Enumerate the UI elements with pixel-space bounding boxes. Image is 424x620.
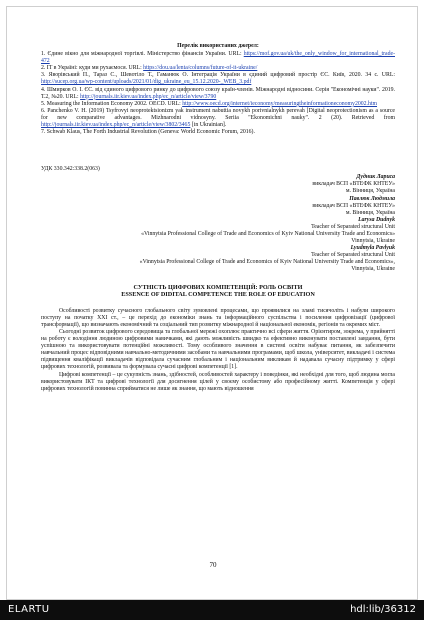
author-name: Дудник Лариса bbox=[356, 174, 395, 181]
reference-item: 1. Єдине вікно для міжнародної торгівлі. Міністерство фінансів України. URL: https://mof.gov.ua/uk/the_only_window_for_international_trade-472 bbox=[41, 51, 395, 65]
author-affiliation: викладач ВСП «ВТЕФК КНТЕУ» bbox=[312, 202, 395, 209]
udc-code: УДК 330.342:338.2(063) bbox=[41, 166, 100, 173]
udc-row bbox=[41, 166, 395, 174]
authors-block bbox=[41, 174, 395, 273]
author-name: Павлюк Людмила bbox=[349, 195, 395, 202]
references-section bbox=[41, 43, 395, 136]
article-title-uk: СУТНІСТЬ ЦИФРОВИХ КОМПЕТЕНЦІЙ: РОЛЬ ОСВІТИ bbox=[133, 283, 303, 291]
author-affiliation: «Vinnytsia Professional College of Trade and Economics of Kyiv National University Trade and Economics», Vinnytsia, Ukraine bbox=[139, 259, 395, 273]
author-position: Teacher of Separated structural Unit bbox=[311, 223, 395, 230]
author-entry bbox=[41, 217, 395, 245]
reference-item: 6. Panchenko V. H. (2019) Tsyfrovyi neoprotektsionizm yak instrument nabuttia novykh porivnialnykh perevah [Digital neoprotectionism as a source for new comparative advantages. Mizhnarodni vidnosyny. Seriia "Ekonomichni nauky". 2 (20). Retrieved from http://journals.iir.kiev.ua/index.php/ec_n/article/view/3802/3465 [in Ukrainian]. bbox=[41, 107, 395, 129]
repository-label: ELARTU bbox=[8, 604, 50, 615]
author-name: Lyudmyla Pavlyuk bbox=[350, 245, 395, 252]
author-affiliation: «Vinnytsia Professional College of Trade and Economics of Kyiv National University Trade and Economics» bbox=[141, 230, 395, 237]
page-content bbox=[41, 43, 395, 393]
body-paragraph: Особливості розвитку сучасного глобального світу зумовлені процесами, що проявилися на зламі тисячоліть і набули широкого поступу на початку ХХІ ст., – це перехід до економіки знань та інформаційного суспільства і посилення цифровізації (цифрової трансформації), що визначають економічний та соціальний тип розвитку міжнародної й національної економік, регіонів та окремих міст. bbox=[41, 307, 395, 328]
article-title-en: ESSENCE OF DIDITAL COMPETENCE THE ROLE OF EDUCATION bbox=[121, 291, 315, 299]
reference-item: 5. Measuring the Information Economy 2002. OECD. URL: http://www.oecd.org/internet/ieconomy/measuringtheinformationeconomy2002.htm bbox=[41, 100, 378, 107]
article-title bbox=[41, 284, 395, 299]
reference-item: 2. IT в Україні: куди ми рухаємося. URL: https://dou.ua/lenta/columns/future-of-it-ukraine/ bbox=[41, 65, 258, 72]
document-page bbox=[6, 6, 418, 600]
viewer-footer-bar bbox=[0, 600, 424, 620]
handle-label[interactable]: hdl:lib/36312 bbox=[350, 604, 416, 615]
reference-link[interactable]: https://mof.gov.ua/uk/the_only_window_for_international_trade-472 bbox=[41, 51, 395, 65]
author-location: м. Вінниця, Україна bbox=[345, 188, 395, 195]
body-paragraph: Сьогодні розвиток цифрового середовища та глобальної мережі охоплює практично всі сфери життя. Орієнтиром, зокрема, у прийнятті на роботу є володіння людиною цифровими навичками, які дають можливість швидко та ефективно виконувати поставлені завдання, бути успішною та використовувати потенційні можливості. Тому особливого значення в системі освіти набуває питання, як забезпечити навчальний процес відповідними навчально-методичними засобами та навчальними програмами, щоб школа, університет, викладачі і система підвищення кваліфікації викладачів відповідала сучасним глобальним і національним викликам й надавала сучасну підтримку у сфері цифрових технологій, розвивала та формувала сучасні цифрові компетенції [1]. bbox=[41, 329, 395, 371]
reference-item: 3. Яворівський П., Тараз С., Шевотіло Т., Гаманюк О. Інтеграція України в єдиний цифровий простір ЄС. Київ, 2020. 34 с. URL: http://sucep.org.ua/wp-content/uploads/2021/01/dig_ukraine_eu_15.12.2020-_WEB_3.pdf bbox=[41, 72, 395, 86]
reference-link[interactable]: http://journals.iir.kiev.ua/index.php/ec_n/article/view/3790 bbox=[80, 93, 217, 100]
author-location: Vinnytsia, Ukraine bbox=[351, 238, 395, 245]
author-entry bbox=[41, 174, 395, 195]
author-position: Teacher of Separated structural Unit bbox=[311, 252, 395, 259]
author-affiliation: викладач ВСП «ВТЕФК КНТЕУ» bbox=[312, 181, 395, 188]
page-number: 70 bbox=[209, 561, 217, 569]
reference-link[interactable]: http://www.oecd.org/internet/ieconomy/measuringtheinformationeconomy2002.htm bbox=[182, 100, 378, 107]
author-location: м. Вінниця, Україна bbox=[345, 209, 395, 216]
reference-item: 4. Шмирков О. І. ЄС. від єдиного цифрового ринку до цифрового союзу країн-членів. Міжнародні відносини. Серія "Економічні науки". 2019. Т.2, №20. URL: http://journals.iir.kiev.ua/index.php/ec_n/article/view/3790 bbox=[41, 86, 395, 100]
reference-link[interactable]: http://journals.iir.kiev.ua/index.php/ec_n/article/view/3802/3465 bbox=[41, 122, 191, 129]
author-entry bbox=[41, 196, 395, 217]
article-body bbox=[41, 308, 395, 393]
author-name: Larysa Dudnyk bbox=[358, 216, 395, 223]
author-entry bbox=[41, 245, 395, 273]
body-paragraph: Цифрові компетенції – це сукупність знань, здібностей, особливостей характеру і поведінки, які необхідні для того, щоб людина могла використовувати ІКТ та цифрові технології для досягнення цілей у своєму особистому або професійному житті. Компетенція у сфері цифрових технологій повинна сприйматися не лише як знання, що мають відношення bbox=[41, 371, 395, 392]
reference-link[interactable]: https://dou.ua/lenta/columns/future-of-it-ukraine/ bbox=[143, 65, 258, 72]
references-title: Перелік використаних джерел: bbox=[177, 43, 259, 49]
reference-link[interactable]: http://sucep.org.ua/wp-content/uploads/2021/01/dig_ukraine_eu_15.12.2020-_WEB_3.pdf bbox=[41, 79, 252, 86]
reference-item: 7. Schwab Klaus, The Forth Industrial Revolution (Geneva: World Economic Forum, 2016). bbox=[41, 129, 255, 136]
